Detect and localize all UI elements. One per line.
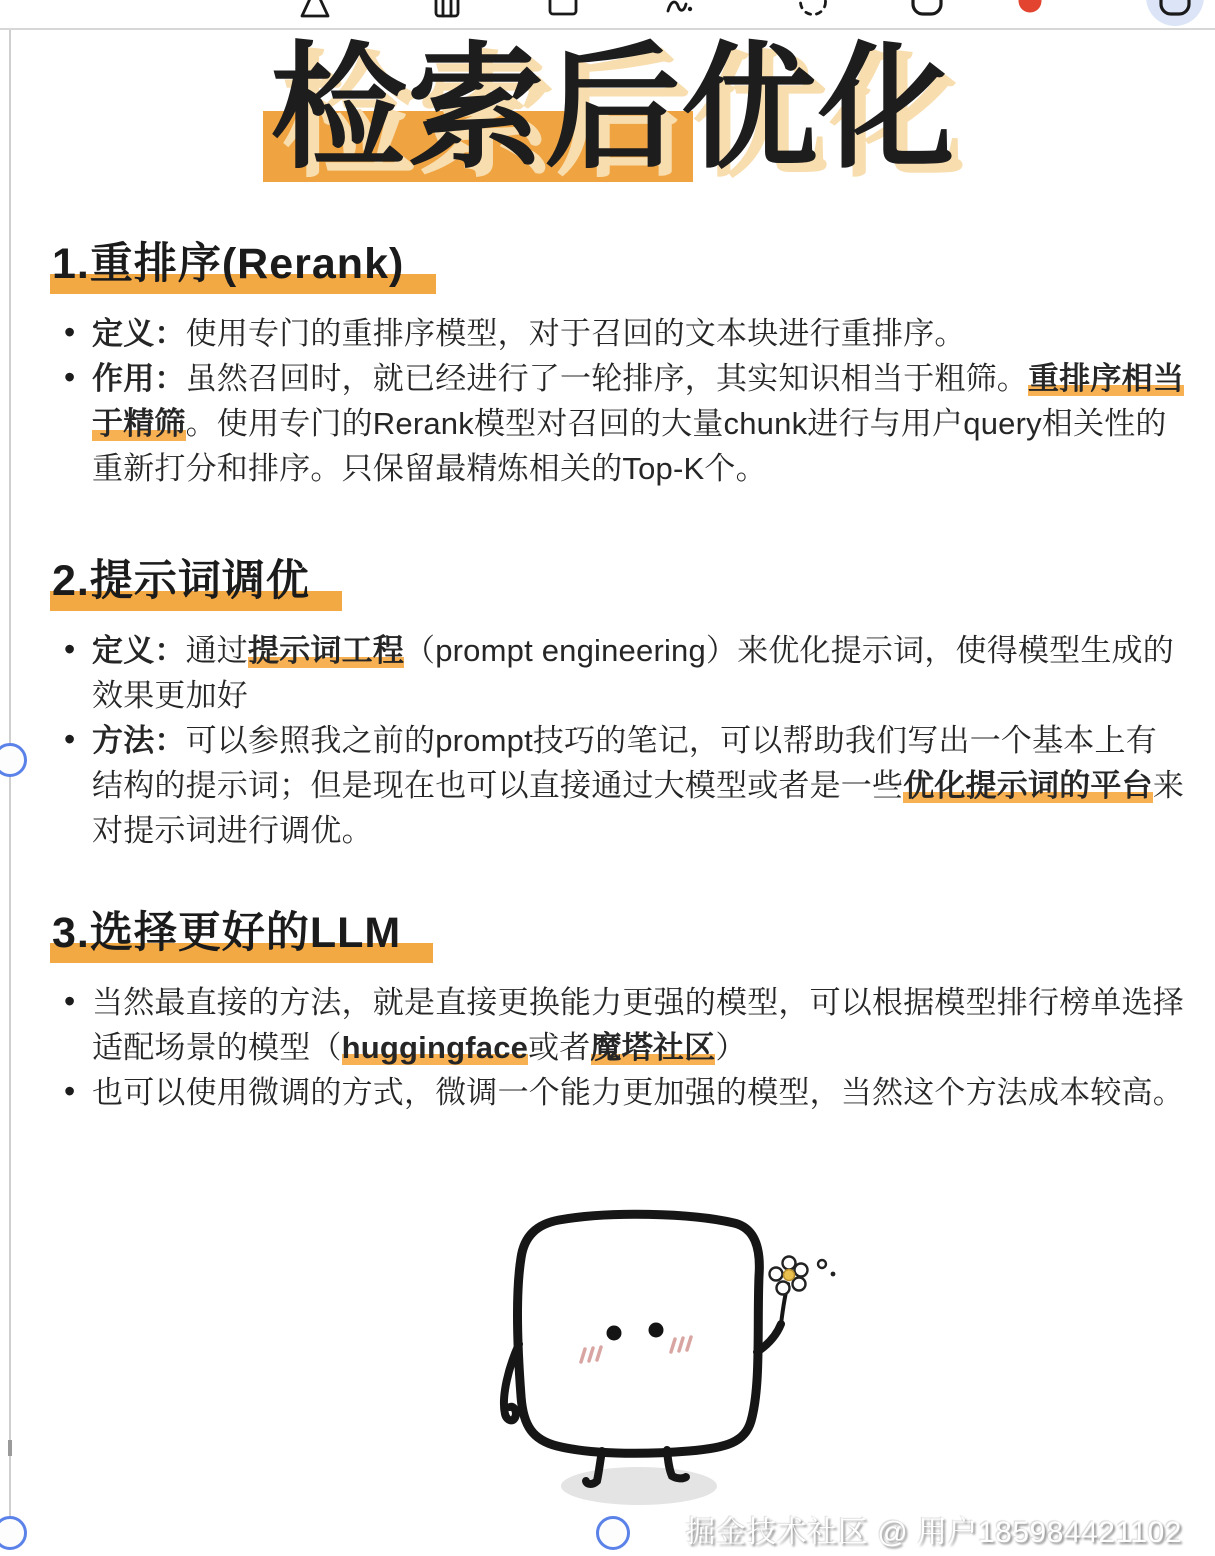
text-segment: 方法： <box>92 723 186 759</box>
sections <box>11 230 1215 1115</box>
text-segment: 。使用专门的Rerank模型对召回的大量chunk进行与用户query相关性的重新打分和排序。只保留最精炼相关的Top-K个。 <box>92 406 1167 487</box>
text-segment: 定义： <box>92 316 186 352</box>
text-segment: 虽然召回时，就已经进行了一轮排序，其实知识相当于粗筛。 <box>185 361 1029 397</box>
section-heading: 2.提示词调优 <box>50 547 342 611</box>
bullet-list <box>50 628 1187 853</box>
section-heading: 1.重排序(Rerank) <box>50 230 436 294</box>
grid-tool-icon[interactable] <box>429 0 465 21</box>
bullet-item <box>92 1070 1187 1115</box>
text-segment: 来对提示词进行调优。 <box>92 768 1185 849</box>
bullet-item <box>92 311 1187 356</box>
flower-icon <box>770 1257 808 1295</box>
text-segment: 也可以使用微调的方式，微调一个能力更加强的模型，当然这个方法成本较高。 <box>92 1075 1184 1111</box>
bullet-list <box>50 311 1187 491</box>
mascot-eye-left <box>607 1326 622 1341</box>
text-segment: 重排序相当于精筛 <box>92 361 1185 442</box>
mascot-illustration <box>439 1196 909 1556</box>
frame-tool-selected-icon[interactable] <box>1157 0 1193 21</box>
content-section <box>50 899 1187 1115</box>
bullet-list <box>50 980 1187 1115</box>
title-block <box>271 32 956 184</box>
dashed-circle-tool-icon[interactable] <box>795 0 831 21</box>
text-segment: 通过 <box>185 633 249 669</box>
bullet-item <box>92 356 1187 491</box>
crop-handle-bottom-left[interactable] <box>0 1516 27 1550</box>
frame-tool-icon[interactable] <box>909 0 945 21</box>
bullet-item <box>92 628 1187 718</box>
text-segment: 可以参照我之前的prompt技巧的笔记，可以帮助我们写出一个基本上有结构的提示词；但是现在也可以直接通过大模型或者是一些 <box>92 723 1157 804</box>
bullet-item <box>92 980 1187 1070</box>
text-segment: （prompt engineering）来优化提示词，使得模型生成的效果更加好 <box>92 633 1174 714</box>
crop-handle-bottom-center[interactable] <box>596 1516 630 1550</box>
text-segment: 优化提示词的平台 <box>903 768 1153 804</box>
content-section <box>50 547 1187 853</box>
text-segment: ） <box>715 1030 747 1066</box>
mascot-eye-right <box>649 1323 664 1338</box>
watermark: 掘金技术社区 @ 用户185984421102 <box>685 1516 1182 1549</box>
image-page <box>11 28 1215 1549</box>
content-section <box>50 230 1187 491</box>
text-segment: 提示词工程 <box>248 633 405 669</box>
mascot-body <box>518 1214 760 1453</box>
red-color-dot-icon[interactable] <box>1012 0 1048 21</box>
text-segment: huggingface <box>341 1030 529 1066</box>
toolbar <box>0 0 1215 30</box>
text-segment: 当然最直接的方法，就是直接更换能力更强的模型，可以根据模型排行榜单选择适配场景的模型（ <box>92 985 1184 1066</box>
bullet-item <box>92 718 1187 853</box>
text-segment: 作用： <box>92 361 186 397</box>
section-heading: 3.选择更好的LLM <box>50 899 433 963</box>
sparkle-dots <box>818 1260 835 1276</box>
text-segment: 定义： <box>92 633 186 669</box>
page-title: 检索后优化 <box>270 32 956 184</box>
page-border-line <box>9 28 11 1526</box>
text-segment: 或者 <box>528 1030 591 1066</box>
signature-tool-icon[interactable] <box>662 0 698 21</box>
window-tool-icon[interactable] <box>545 0 581 21</box>
text-segment: 魔塔社区 <box>590 1030 716 1066</box>
triangle-tool-icon[interactable] <box>297 0 333 21</box>
text-segment: 使用专门的重排序模型，对于召回的文本块进行重排序。 <box>185 316 966 352</box>
page-border-tick <box>8 1440 12 1456</box>
